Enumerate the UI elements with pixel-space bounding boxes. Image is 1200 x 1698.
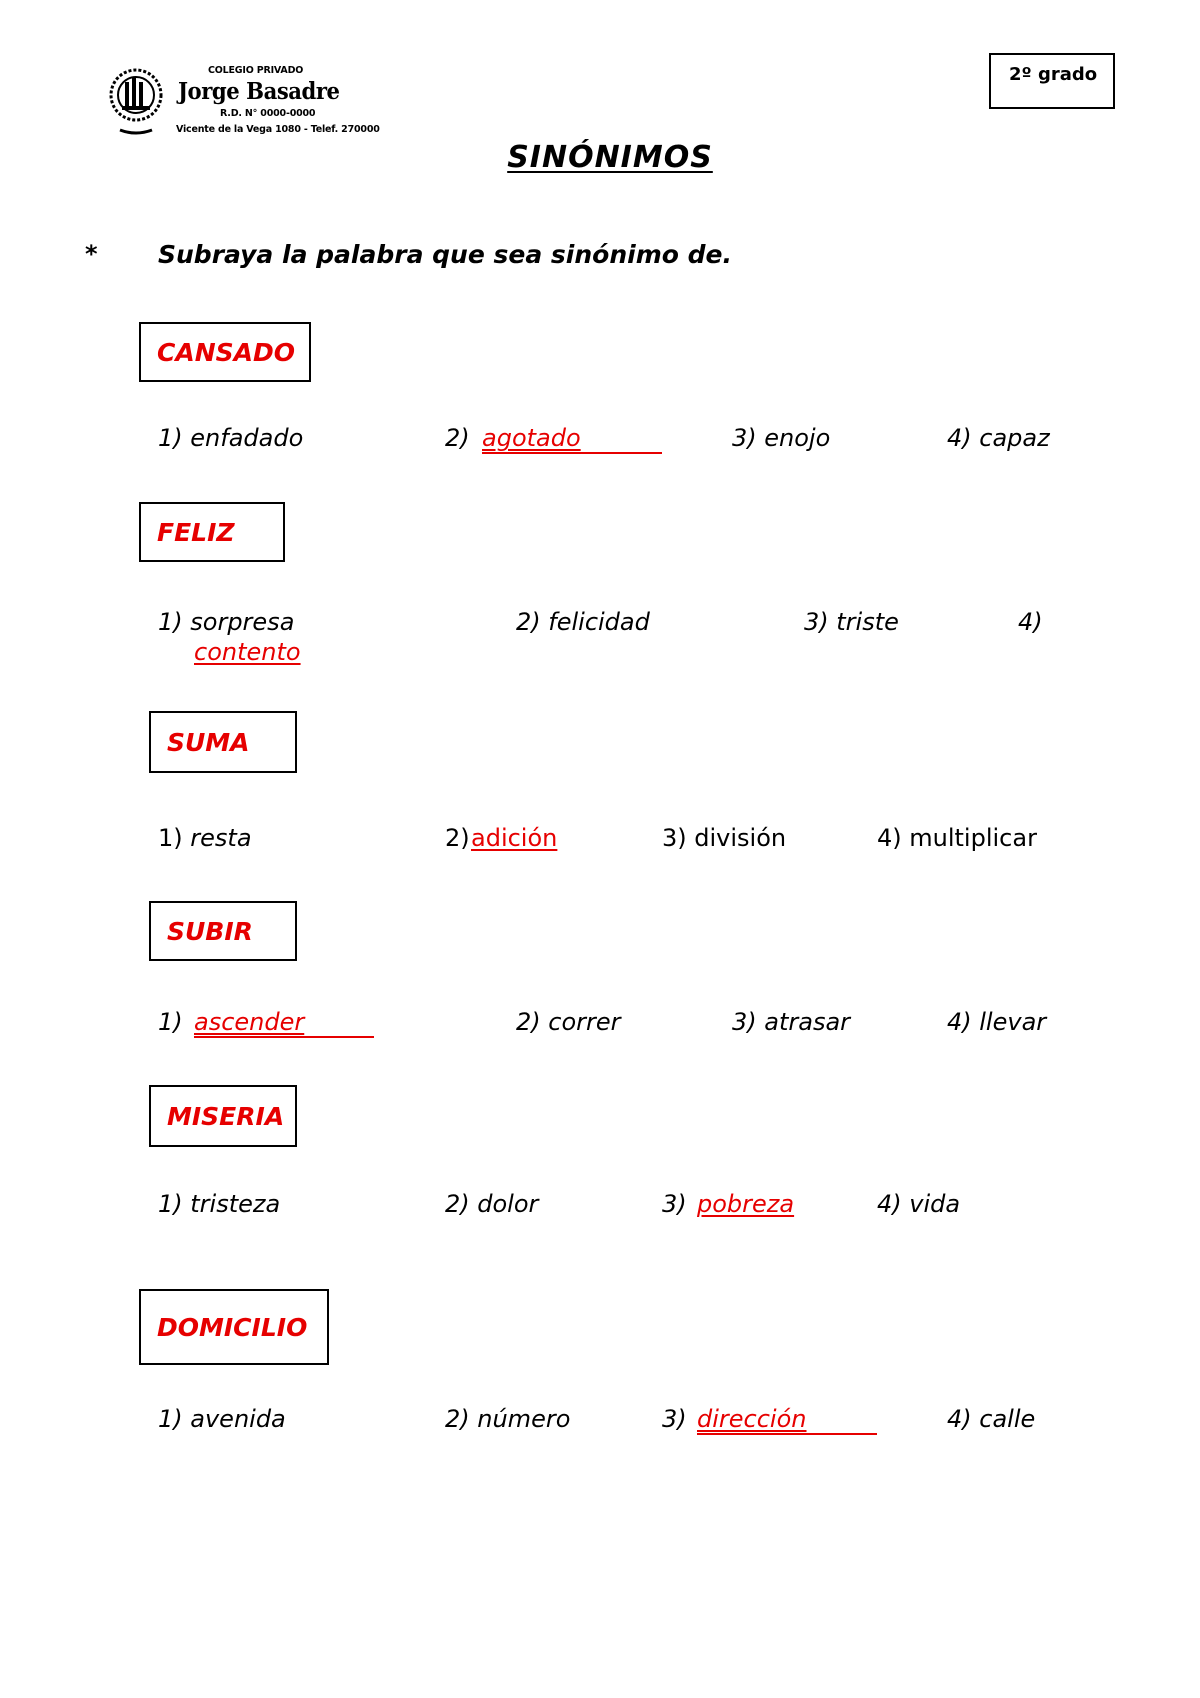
logo-school-line: COLEGIO PRIVADO — [208, 65, 304, 76]
option-2: 2) número — [445, 1405, 571, 1433]
answer-underline — [482, 452, 662, 454]
option-3-number: 3) — [662, 1405, 687, 1433]
grade-box: 2º grado — [989, 53, 1115, 109]
option-4: 4) vida — [877, 1190, 961, 1218]
option-1: 1) tristeza — [158, 1190, 281, 1218]
answer-word: ascender — [194, 1008, 305, 1036]
option-2-answer[interactable] — [482, 424, 581, 452]
option-4: 4) capaz — [947, 424, 1050, 452]
option-4-answer[interactable] — [194, 638, 301, 666]
option-1: 1) sorpresa — [158, 608, 295, 636]
target-word-box: MISERIA — [149, 1085, 297, 1147]
target-word-box: SUBIR — [149, 901, 297, 961]
option-2-number: 2) — [445, 824, 470, 852]
option-1: 1) resta — [158, 824, 252, 852]
answer-word: pobreza — [697, 1190, 795, 1218]
option-1-word: resta — [190, 824, 252, 852]
target-word-box: SUMA — [149, 711, 297, 773]
option-3-number: 3) — [662, 1190, 687, 1218]
answer-word: agotado — [482, 424, 581, 452]
page-title: SINÓNIMOS — [507, 140, 713, 175]
option-2-number: 2) — [445, 424, 470, 452]
logo-registration: R.D. N° 0000-0000 — [220, 108, 316, 119]
option-3: 3) enojo — [732, 424, 831, 452]
school-logo — [108, 62, 380, 142]
logo-address: Vicente de la Vega 1080 - Telef. 270000 — [176, 124, 380, 135]
school-crest-icon — [108, 62, 164, 142]
option-2: 2) correr — [516, 1008, 621, 1036]
option-4: 4) multiplicar — [877, 824, 1037, 852]
target-word-box: FELIZ — [139, 502, 285, 562]
option-3: 3) atrasar — [732, 1008, 851, 1036]
option-3-answer[interactable] — [697, 1190, 794, 1218]
instruction-text: Subraya la palabra que sea sinónimo de. — [158, 240, 732, 269]
target-word-box: CANSADO — [139, 322, 311, 382]
logo-school-name: Jorge Basadre — [178, 78, 340, 105]
answer-underline — [194, 1036, 374, 1038]
option-2-answer[interactable] — [471, 824, 557, 852]
option-3: 3) triste — [804, 608, 899, 636]
option-3: 3) división — [662, 824, 787, 852]
option-1-number: 1) — [158, 1008, 183, 1036]
option-1-answer[interactable] — [194, 1008, 304, 1036]
option-4: 4) calle — [947, 1405, 1036, 1433]
option-4: 4) llevar — [947, 1008, 1047, 1036]
answer-word: adición — [471, 824, 558, 852]
option-4-number: 4) — [1018, 608, 1043, 636]
bullet-asterisk: * — [85, 240, 98, 268]
answer-underline — [697, 1433, 877, 1435]
answer-word: dirección — [697, 1405, 807, 1433]
target-word-box: DOMICILIO — [139, 1289, 329, 1365]
option-2: 2) dolor — [445, 1190, 539, 1218]
option-3-answer[interactable] — [697, 1405, 807, 1433]
option-1: 1) avenida — [158, 1405, 286, 1433]
answer-word: contento — [194, 638, 301, 666]
option-1: 1) enfadado — [158, 424, 304, 452]
option-2: 2) felicidad — [516, 608, 650, 636]
